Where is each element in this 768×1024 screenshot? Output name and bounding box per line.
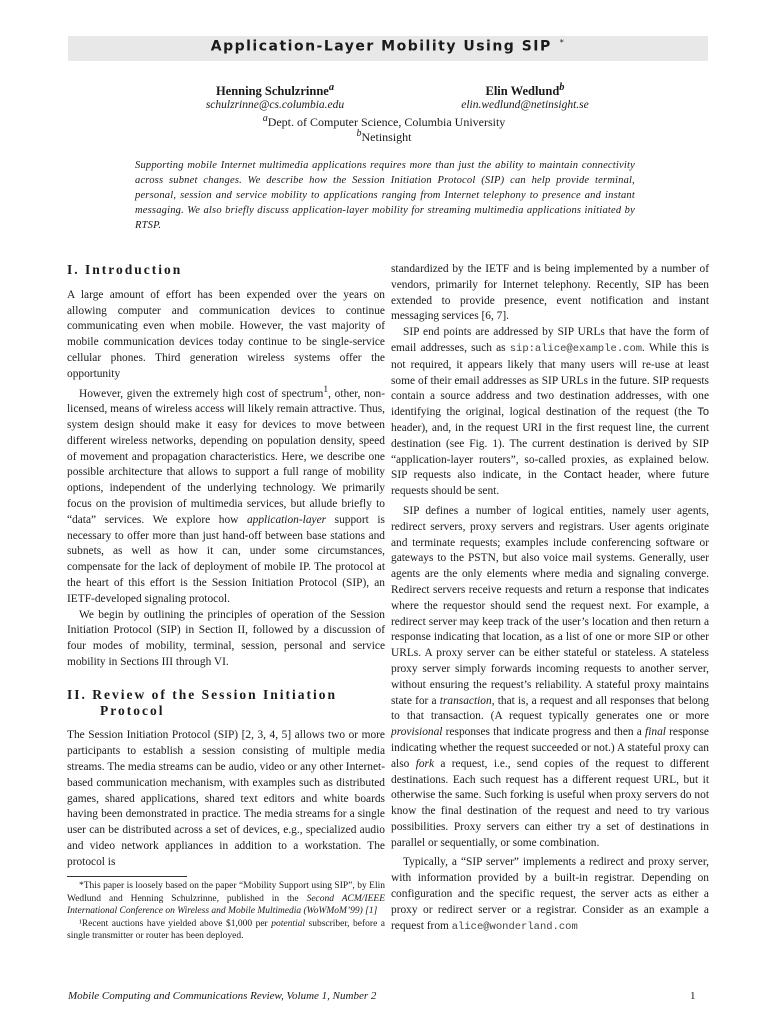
- author-1-name: Henning Schulzrinne: [215, 84, 329, 99]
- author-2: [440, 82, 610, 111]
- sec1-paragraph-3: We begin by outlining the principles of operation of the Session Initiation Protocol (SIP) in Section II, followed by a discussion of four modes of mobility, terminal, session, personal and service mobility in Sections III through VI.: [67, 608, 385, 668]
- alice-address: alice@wonderland.com: [451, 920, 578, 933]
- right-column: [391, 262, 709, 935]
- abstract: Supporting mobile Internet multimedia applications requires more than just the ability to maintain connectivity across subnet changes. We describe how the Session Initiation Protocol (SIP) can help provide terminal, personal, session and service mobility to applications ranging from Internet telephony to presence and instant messaging. We also briefly discuss application-layer mobility for streaming multimedia applications initiated by RTSP.: [135, 160, 635, 231]
- sip-url-example: sip:alice@example.com: [509, 342, 643, 355]
- footnote-2: ¹Recent auctions have yielded above $1,000 per potential subscriber, before a single transmitter or router has been deployed.: [67, 918, 386, 942]
- right-paragraph-3: SIP defines a number of logical entities, namely user agents, redirect servers, proxy servers and registrars. User agents originate and terminate requests; examples include conferencing software or gateways to the PSTN, but also voice mail systems. Generally, user agents are the only elements where media and signaling converge. Redirect servers receive requests and return a response that indicates where the requestor should send the request next. For example, a redirect server may keep track of the user’s location and then return a response indicating that location, as a list of one or more SIP or other URLs. A proxy server can be either stateful or stateless. A stateless proxy server simply forwards incoming requests to another server, without ensuring the request’s reliability. A stateful proxy maintains state for a transaction, that is, a request and all responses that belong to that transaction. (A request typically generates one or more provisional responses that indicate progress and then a final response indicating whether the request succeeded or not.) A stateful proxy can also fork a request, i.e., send copies of the request to different destinations. Each such request has a different request URL, but it otherwise the same. Such forking is useful when proxy servers do not know the final destination of the request and need to try various possibilities. Proxy servers can either try a set of destinations in parallel or sequentially, or some combination.: [391, 504, 709, 849]
- right-paragraph-4: Typically, a “SIP server” implements a redirect and proxy server, with information provided by a built-in registrar. Depending on configuration and the specific request, the server acts as either a proxy or redirect server or a registrar. Consider as an example a request from alice@wonderland.com: [391, 856, 709, 933]
- author-1-sup: a: [328, 82, 335, 93]
- footnote-divider: [67, 876, 187, 877]
- sec1-paragraph-1: A large amount of effort has been expended over the years on allowing computer and communication devices to continue communicating even when mobile. However, the vast majority of mobile communication devices today continue to be single-service cellular phones. Third generation wireless systems offer the opportunity: [67, 288, 385, 380]
- page-number: 1: [690, 990, 696, 1002]
- sec2-paragraph-1: The Session Initiation Protocol (SIP) [2, 3, 4, 5] allows two or more participants to establish a session consisting of multiple media streams. The media streams can be audio, video or any other Internet-based communication mechanism, with examples such as distributed games, shared applications, shared text editors and white boards having been demonstrated in practice. The media streams for a single user can be distributed across a set of devices, e.g., specialized audio and video network appliances in addition to a workstation. The protocol is: [67, 729, 385, 868]
- section-2-heading: II. Review of the Session Initiation Protocol: [67, 686, 338, 718]
- footnote-1: *This paper is loosely based on the paper “Mobility Support using SIP”, by Elin Wedlund and Henning Schulzrinne, published in the Second ACM/IEEE International Conference on Wireless and Mobile Multimedia (WoWMoM’99) [1]: [67, 881, 385, 917]
- author-1: [180, 82, 370, 111]
- section-1-heading: I. Introduction: [67, 262, 183, 277]
- page-footer: Mobile Computing and Communications Review, Volume 1, Number 2: [68, 990, 377, 1002]
- title-text: Application-Layer Mobility Using SIP: [210, 38, 552, 55]
- left-column: [67, 262, 385, 943]
- footnote-ref-1: 1: [323, 384, 329, 395]
- author-1-email: schulzrinne@cs.columbia.edu: [205, 99, 345, 112]
- affiliation-2: $^b$Netinsight: [356, 128, 412, 144]
- author-2-name: Elin Wedlund: [485, 84, 560, 99]
- author-2-email: elin.wedlund@netinsight.se: [461, 99, 589, 112]
- title-bar: [68, 36, 708, 61]
- affiliation-1: $^a$Dept. of Computer Science, Columbia University: [262, 113, 506, 129]
- title-footnote-mark: *: [559, 38, 566, 47]
- sec1-paragraph-2: However, given the extremely high cost of spectrum$^1$, other, non-licensed, means of wireless access will likely remain attractive. Thus, system design should make it easy for devices to move between different wireless networks, depending on population density, speed of movement and propagation characteristics. Here, we describe one possible architecture that allows to support a full range of mobility options, independent of the underlying technology. We primarily focus on the provision of multimedia services, but allude briefly to “data” services. We explore how application-layer support is necessary to offer more than just hand-off between base stations and subnets, as well as how it can, under some circumstances, compensate for the lack of deployment of mobile IP. The protocol at the heart of this effort is the Session Initiation Protocol (SIP), an IETF-developed signaling protocol.: [67, 384, 385, 605]
- author-2-sup: b: [559, 82, 565, 93]
- right-paragraph-1: standardized by the IETF and is being implemented by a number of vendors, primarily for Internet telephony. Recently, SIP has been extended to provide presence, event notification and instant messaging services [6, 7].: [391, 263, 709, 323]
- right-paragraph-2: SIP end points are addressed by SIP URLs that have the form of email addresses, such as sip:alice@example.com. While this is not required, it appears likely that many users will re-use at least some of their email addresses as SIP URLs in the future. SIP requests contain a source address and two destination addresses, with one identifying the original, logical destination of the request (the To header), and, in the request URI in the first request line, the current destination (see Fig. 1). The current destination is derived by SIP “application-layer routers”, so-called proxies, as explained below. SIP requests also indicate, in the Contact header, where future requests should be sent.: [391, 326, 709, 498]
- paper-title: [68, 38, 708, 55]
